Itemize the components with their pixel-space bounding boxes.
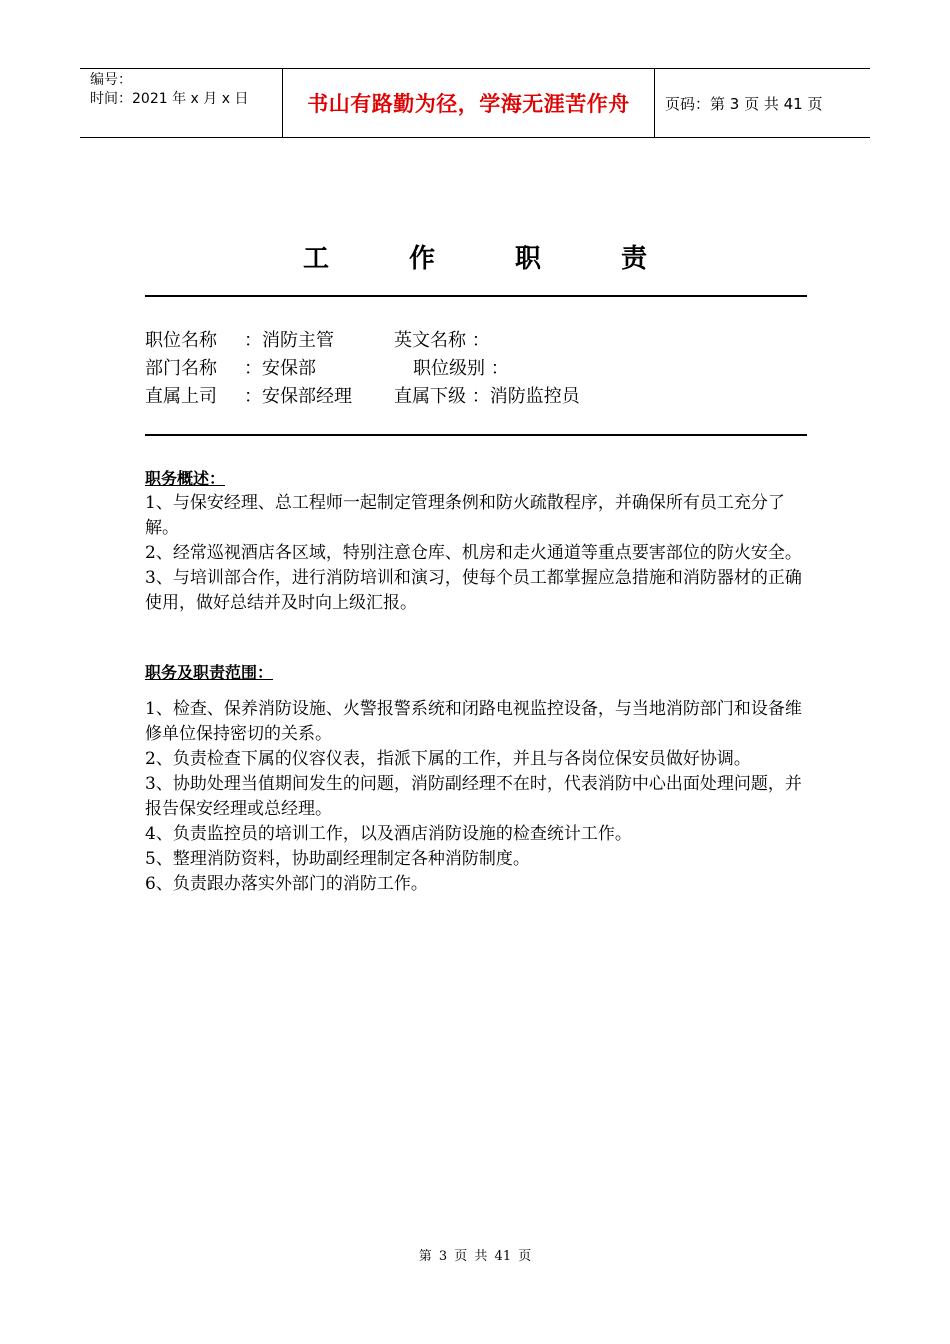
divider-bottom <box>145 434 807 436</box>
overview-item: 3、与培训部合作，进行消防培训和演习，使每个员工都掌握应急措施和消防器材的正确使用，做好总结并及时向上级汇报。 <box>145 568 802 613</box>
overview-item: 1、与保安经理、总工程师一起制定管理条例和防火疏散程序，并确保所有员工充分了解。 <box>145 493 785 538</box>
position-info <box>145 327 807 411</box>
superior-label: 直属上司 <box>145 386 217 407</box>
header-meta <box>80 69 282 137</box>
superior-value: ：安保部经理 <box>244 386 352 407</box>
divider-top <box>145 295 807 297</box>
header-motto: 书山有路勤为径，学海无涯苦作舟 <box>282 69 655 137</box>
scope-item: 5、整理消防资料，协助副经理制定各种消防制度。 <box>145 849 530 869</box>
level-label: 职位级别 ： <box>413 358 509 379</box>
overview-item: 2、经常巡视酒店各区域，特别注意仓库、机房和走火通道等重点要害部位的防火安全。 <box>145 543 802 563</box>
title-char: 工 <box>302 244 329 274</box>
page-title <box>0 238 950 275</box>
number-label: 编号： <box>90 72 132 88</box>
info-row <box>145 327 807 355</box>
scope-section <box>145 660 815 897</box>
time-label: 时间：2021 年 x 月 x 日 <box>90 91 249 107</box>
title-char: 作 <box>408 244 435 274</box>
department-value: ：安保部 <box>244 358 316 379</box>
scope-title: 职务及职责范围： <box>145 663 274 682</box>
title-char: 责 <box>621 244 648 274</box>
scope-item: 6、负责跟办落实外部门的消防工作。 <box>145 874 428 894</box>
header-page-info: 页码：第 3 页 共 41 页 <box>665 94 823 113</box>
document-header <box>80 68 870 138</box>
department-label: 部门名称 <box>145 358 217 379</box>
subordinate-label: 直属下级 ：消防监控员 <box>394 386 580 407</box>
position-name-label: 职位名称 <box>145 330 217 351</box>
page-footer: 第 3 页 共 41 页 <box>418 1249 532 1264</box>
scope-item: 2、负责检查下属的仪容仪表，指派下属的工作，并且与各岗位保安员做好协调。 <box>145 749 751 769</box>
scope-item: 1、检查、保养消防设施、火警报警系统和闭路电视监控设备，与当地消防部门和设备维修单位保持密切的关系。 <box>145 699 802 744</box>
info-row <box>145 355 807 383</box>
english-name-label: 英文名称 ： <box>394 330 490 351</box>
scope-item: 4、负责监控员的培训工作，以及酒店消防设施的检查统计工作。 <box>145 824 632 844</box>
title-char: 职 <box>515 244 542 274</box>
overview-section <box>145 466 815 616</box>
scope-item: 3、协助处理当值期间发生的问题，消防副经理不在时，代表消防中心出面处理问题，并报告保安经理或总经理。 <box>145 774 802 819</box>
position-name-value: ：消防主管 <box>244 330 334 351</box>
overview-title: 职务概述： <box>145 469 226 488</box>
info-row <box>145 383 807 411</box>
